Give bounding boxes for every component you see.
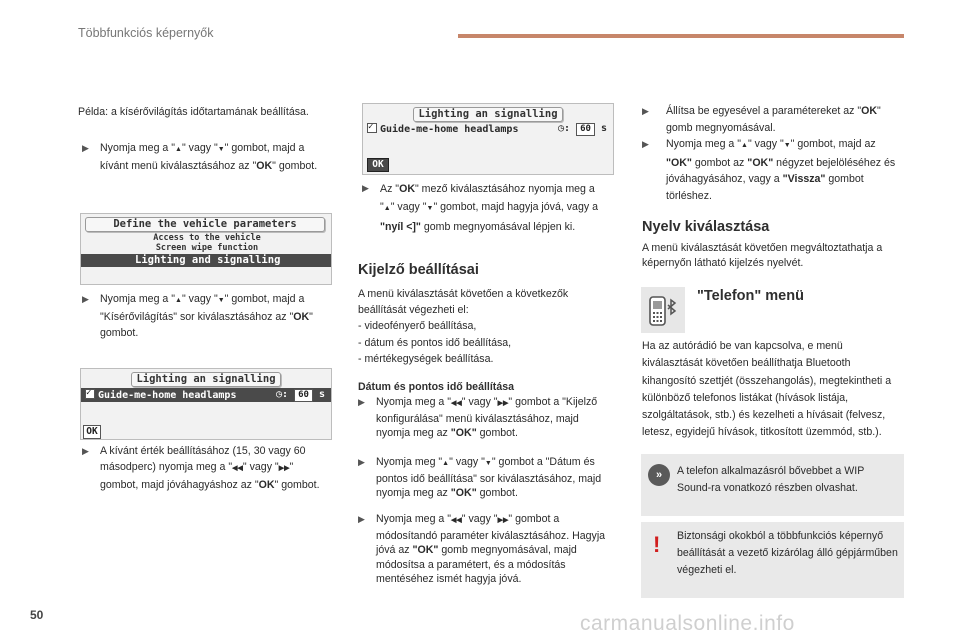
pointer-icon: ▶ — [82, 294, 89, 304]
up-arrow-icon: ▲ — [442, 460, 450, 467]
rewind-icon: ◀◀ — [451, 517, 462, 524]
forward-icon: ▶▶ — [278, 465, 290, 472]
lighting-signalling-screen-ok — [362, 103, 614, 175]
pointer-icon: ▶ — [82, 143, 89, 153]
pointer-icon: ▶ — [358, 514, 365, 524]
header-accent-bar — [458, 34, 904, 38]
down-arrow-icon: ▼ — [484, 460, 492, 467]
checkbox-icon — [367, 123, 377, 133]
up-arrow-icon: ▲ — [383, 205, 391, 212]
pointer-icon: ▶ — [362, 183, 369, 193]
down-arrow-icon: ▼ — [217, 297, 225, 304]
vehicle-parameters-screen — [80, 213, 332, 285]
warning-box-text: Biztonsági okokból a többfunkciós képernyő beállítását a vezető kizárólag álló gépjárműben végezheti el. — [677, 530, 898, 576]
down-arrow-icon: ▼ — [783, 142, 791, 149]
menu-line-wipe: Screen wipe function — [155, 243, 259, 253]
dt-step-2: ▶ Nyomja meg "▲" vagy "▼" gombot a "Dátum és pontos idő beállítása" sor kiválasztásához, majd nyomja meg az "OK" gombot. — [358, 456, 602, 499]
pointer-icon: ▶ — [642, 139, 649, 149]
up-arrow-icon: ▲ — [175, 297, 182, 304]
info-box-text: A telefon alkalmazásról bővebbet a WIP Sound-ra vonatkozó részben olvashat. — [677, 465, 865, 494]
display-intro: A menü kiválasztását követően a következők beállítását végezheti el: — [358, 288, 569, 316]
rewind-icon: ◀◀ — [232, 465, 243, 472]
clock-icon: ◷ — [276, 389, 283, 400]
info-double-chevron-icon: » — [648, 464, 670, 486]
step-select-row: ▶ Nyomja meg a "▲" vagy "▼" gombot, majd a "Kísérővilágítás" sor kiválasztásához az "OK" gombot. — [82, 293, 313, 339]
display-list — [358, 318, 608, 368]
value-field: 60 — [294, 389, 313, 402]
warning-box — [641, 522, 904, 598]
rewind-icon: ◀◀ — [451, 400, 462, 407]
ok-button-selected: OK — [367, 158, 389, 172]
pointer-icon: ▶ — [642, 106, 649, 116]
screen-title: Define the vehicle parameters — [85, 217, 325, 232]
value-field: 60 — [576, 123, 595, 136]
guide-me-home-row: ✓Guide-me-home headlamps ◷: 60 s — [81, 388, 331, 402]
page-number: 50 — [30, 608, 44, 622]
forward-icon: ▶▶ — [497, 517, 509, 524]
datetime-heading: Dátum és pontos idő beállítása — [358, 381, 514, 393]
language-text: A menü kiválasztását követően megváltoztathatja a képernyőn látható kijelzés nyelvét. — [642, 242, 883, 269]
up-arrow-icon: ▲ — [741, 142, 748, 149]
list-item: - mértékegységek beállítása. — [358, 353, 494, 365]
ok-button: OK — [83, 425, 101, 439]
guide-me-home-row: ✓Guide-me-home headlamps ◷: 60 s — [363, 122, 613, 136]
pointer-icon: ▶ — [358, 397, 365, 407]
example-intro: Példa: a kísérővilágítás időtartamának beállítása. — [78, 106, 309, 118]
warning-exclamation-icon: ! — [653, 532, 661, 557]
col3-step-1: ▶ Állítsa be egyesével a paramétereket az "OK" gomb megnyomásával. — [642, 105, 881, 134]
forward-icon: ▶▶ — [497, 400, 509, 407]
checkbox-icon — [85, 389, 95, 399]
lighting-signalling-screen — [80, 368, 332, 440]
info-box — [641, 454, 904, 516]
list-item: - dátum és pontos idő beállítása, — [358, 336, 512, 349]
watermark-text: carmanualsonline.info — [580, 612, 795, 635]
dt-step-1: ▶ Nyomja meg a "◀◀" vagy "▶▶" gombot a "Kijelző konfigurálása" menü kiválasztásához, majd nyomja meg az "OK" gombot. — [358, 396, 598, 439]
screen-title: Lighting an signalling — [413, 107, 563, 122]
down-arrow-icon: ▼ — [217, 146, 225, 153]
screen-title: Lighting an signalling — [131, 372, 281, 387]
menu-line-access: Access to the vehicle — [153, 233, 261, 243]
phone-bluetooth-icon — [641, 287, 685, 333]
pointer-icon: ▶ — [358, 457, 365, 467]
phone-menu-heading: "Telefon" menü — [697, 288, 804, 304]
col3-step-2: ▶ Nyomja meg a "▲" vagy "▼" gombot, majd az "OK" gombot az "OK" négyzet bejelöléséhez és jóváhagyásához, vagy a "Vissza" gombot törléshez. — [642, 138, 896, 202]
up-arrow-icon: ▲ — [175, 146, 182, 153]
clock-icon: ◷ — [558, 123, 565, 134]
language-heading: Nyelv kiválasztása — [642, 219, 770, 235]
down-arrow-icon: ▼ — [426, 205, 434, 212]
display-settings-heading: Kijelző beállításai — [358, 262, 479, 278]
step-select-ok: ▶ Az "OK" mező kiválasztásához nyomja meg a "▲" vagy "▼" gombot, majd hagyja jóvá, vagy a "nyíl <]" gomb megnyomásával lépjen ki. — [362, 180, 612, 236]
step-select-menu: ▶ Nyomja meg a "▲" vagy "▼" gombot, majd a kívánt menü kiválasztásához az "OK" gombot. — [82, 142, 318, 172]
dt-step-3: ▶ Nyomja meg a "◀◀" vagy "▶▶" gombot a módosítandó paraméter kiválasztásához. Hagyja jóvá az "OK" gomb megnyomásával, majd módosítsa a paramétert, és a módosítás mentéséhez ismét hagyja jóvá. — [358, 513, 606, 585]
phone-menu-text: Ha az autórádió be van kapcsolva, e menü kiválasztását követően beállíthatja Bluetooth kihangosító szettjét (összehangolás), megtekintheti a különböző telefonos listákat (hívások listája, szolgáltatások, stb.) és kezelheti a hívásait (felvesz, letesz, egyidejű hívások, titkosított üzemmód, stb.). — [642, 340, 892, 439]
page-header-title: Többfunkciós képernyők — [78, 26, 214, 40]
step-set-value: ▶ A kívánt érték beállításához (15, 30 vagy 60 másodperc) nyomja meg a "◀◀" vagy "▶▶" gombot, majd jóváhagyáshoz az "OK" gombot. — [82, 445, 320, 491]
menu-line-lighting-selected: Lighting and signalling — [81, 254, 331, 267]
list-item: - videofényerő beállítása, — [358, 320, 477, 332]
pointer-icon: ▶ — [82, 446, 89, 456]
